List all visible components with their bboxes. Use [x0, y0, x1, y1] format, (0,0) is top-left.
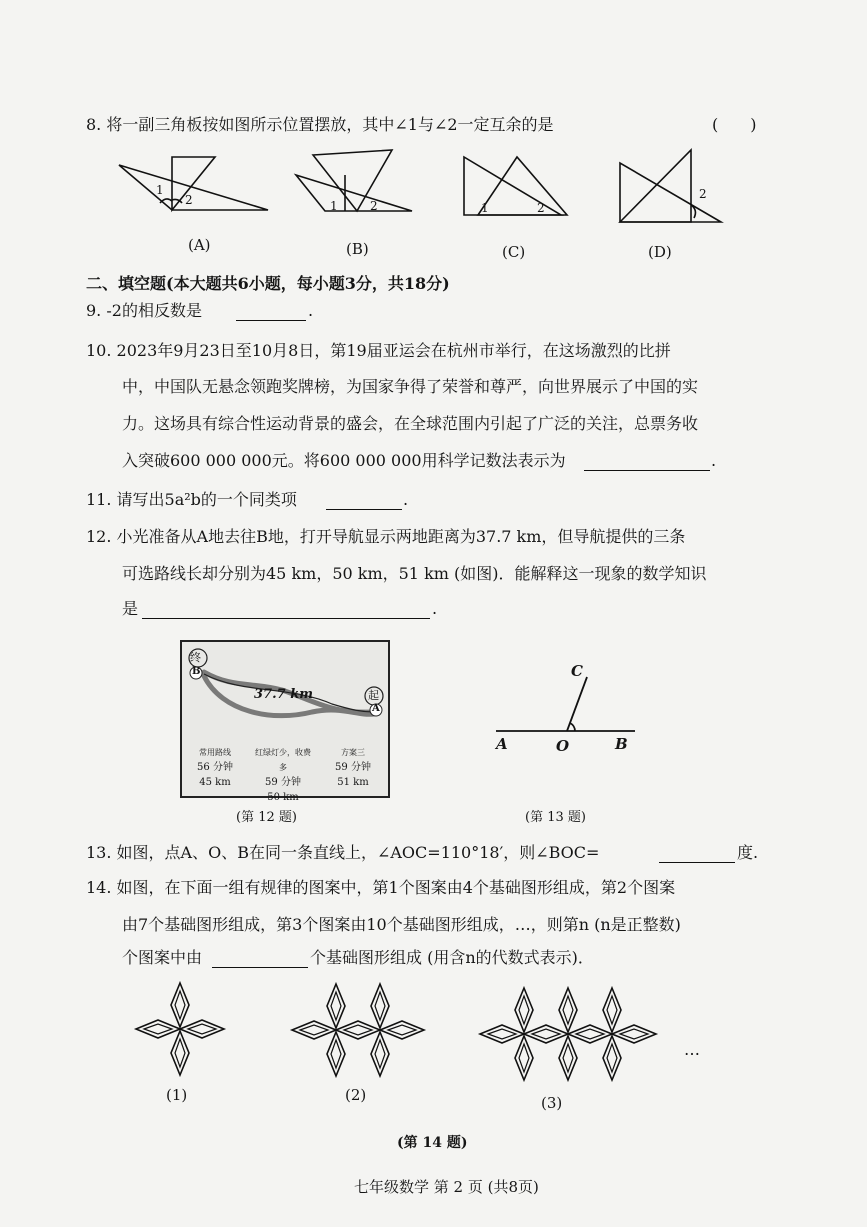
q9-end: .	[308, 301, 314, 320]
q12-end: .	[432, 599, 438, 618]
q12-line-1: 12. 小光准备从A地去往B地，打开导航显示两地距离为37.7 km，但导航提供的三条	[86, 527, 686, 546]
q13-label-c: C	[571, 662, 583, 680]
q10-line-1: 10. 2023年9月23日至10月8日，第19届亚运会在杭州市举行，在这场激烈的比拼	[86, 341, 671, 360]
q13-label-a: A	[496, 735, 508, 753]
map-end-label: 终	[190, 651, 201, 664]
q8d-angle-2: 2	[699, 187, 707, 201]
q8-option-d: (D)	[648, 243, 672, 261]
q8c-angle-1: 1	[481, 201, 489, 215]
q8-option-a: (A)	[188, 236, 211, 254]
q8a-angle-2: 2	[185, 193, 193, 207]
q10-end: .	[711, 451, 717, 470]
q14-pattern-label-1: (1)	[166, 1086, 188, 1104]
route-3-length: 51 km	[337, 777, 369, 788]
q11-text: 11. 请写出5a²b的一个同类项	[86, 490, 297, 509]
q8a-angle-1: 1	[156, 183, 164, 197]
route-2-time: 59 分钟	[265, 777, 301, 788]
q10-line-2: 中，中国队无悬念领跑奖牌榜，为国家争得了荣誉和尊严，向世界展示了中国的实	[122, 377, 699, 396]
route-1-length: 45 km	[199, 777, 231, 788]
q12-line-2: 可选路线长却分别为45 km，50 km，51 km (如图)．能解释这一现象的数学知识	[122, 564, 707, 583]
route-2-name: 红绿灯少，收费多	[255, 748, 311, 772]
pattern-1	[136, 983, 224, 1075]
q11-end: .	[403, 490, 409, 509]
q13-text: 13. 如图，点A、O、B在同一条直线上，∠AOC=110°18′，则∠BOC=	[86, 843, 600, 862]
route-1-time: 56 分钟	[197, 762, 233, 773]
q8b-angle-1: 1	[330, 199, 338, 213]
map-start-label: 起	[368, 689, 379, 702]
route-3-name: 方案三	[341, 748, 365, 757]
q8b-angle-2: 2	[370, 199, 378, 213]
q9-text: 9. -2的相反数是	[86, 301, 202, 320]
q10-line-4: 入突破600 000 000元。将600 000 000用科学记数法表示为	[122, 451, 566, 470]
q14-pattern-label-2: (2)	[345, 1086, 367, 1104]
q12-caption: (第 12 题)	[236, 810, 297, 825]
q8-option-b: (B)	[346, 240, 369, 258]
pattern-3	[480, 988, 656, 1080]
route-3-time: 59 分钟	[335, 762, 371, 773]
q14-ellipsis: …	[684, 1040, 700, 1059]
q14-line-2: 由7个基础图形组成，第3个图案由10个基础图形组成，…，则第n (n是正整数)	[122, 915, 681, 934]
q13-caption: (第 13 题)	[525, 810, 586, 825]
q8c-angle-2: 2	[537, 201, 545, 215]
q13-unit: 度.	[737, 843, 759, 862]
map-point-b: B	[192, 666, 201, 677]
q13-label-b: B	[615, 735, 628, 753]
q10-line-3: 力。这场具有综合性运动背景的盛会，在全球范围内引起了广泛的关注，总票务收	[122, 414, 699, 433]
map-point-a: A	[372, 703, 380, 714]
q14-line-3: 个图案中由	[122, 948, 203, 967]
route-1-name: 常用路线	[199, 748, 231, 757]
q12-line-3: 是	[122, 599, 139, 618]
q14-caption: (第 14 题)	[397, 1135, 468, 1151]
q8-option-c: (C)	[502, 243, 526, 261]
page-footer: 七年级数学 第 2 页 (共8页)	[354, 1178, 539, 1196]
q13-label-o: O	[556, 737, 570, 755]
section2-header: 二、填空题(本大题共6小题，每小题3分，共18分)	[86, 274, 450, 293]
map-distance: 37.7 km	[254, 687, 313, 702]
q14-line-1: 14. 如图，在下面一组有规律的图案中，第1个图案由4个基础图形组成，第2个图案	[86, 878, 676, 897]
pattern-2	[292, 984, 424, 1076]
q14-pattern-label-3: (3)	[541, 1094, 563, 1112]
q14-line-3-tail: 个基础图形组成 (用含n的代数式表示)．	[310, 948, 594, 967]
route-2-length: 50 km	[267, 792, 299, 803]
q8-text: 8. 将一副三角板按如图所示位置摆放，其中∠1与∠2一定互余的是	[86, 115, 554, 134]
q8-answer-paren: ( )	[712, 115, 757, 134]
